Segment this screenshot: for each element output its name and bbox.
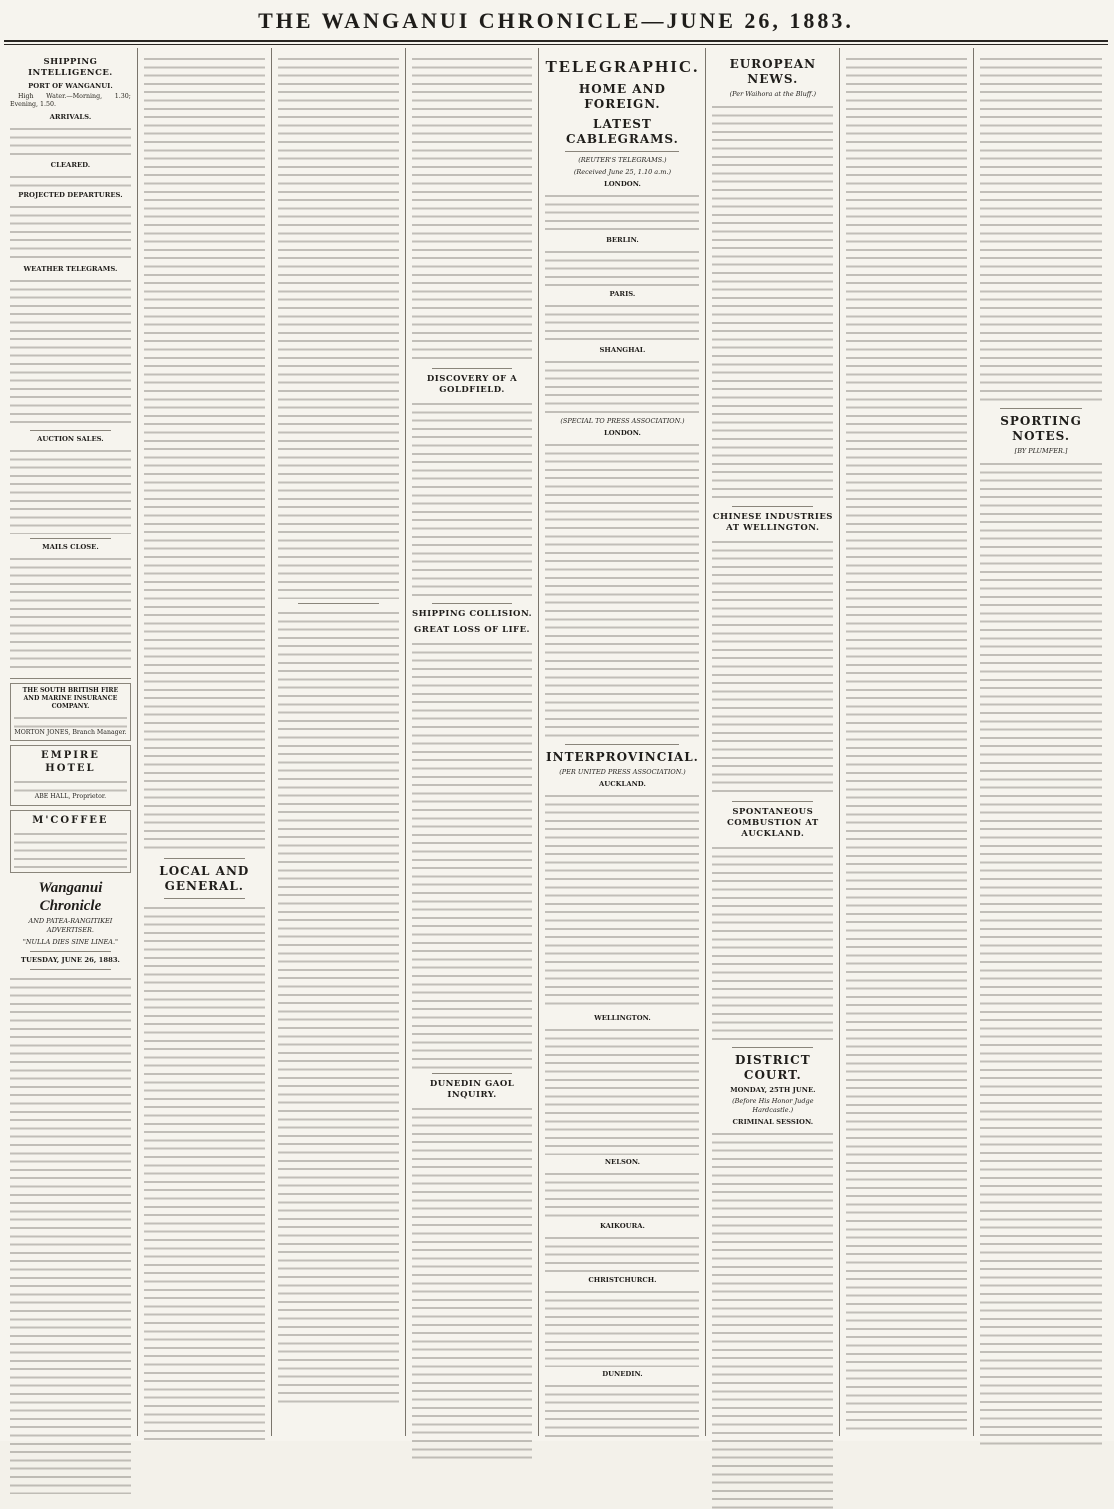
auckland-dateline: AUCKLAND. <box>599 780 646 788</box>
issue-date: TUESDAY, JUNE 26, 1883. <box>20 955 120 964</box>
special-line: (SPECIAL TO PRESS ASSOCIATION.) <box>560 417 685 425</box>
divider <box>732 506 813 507</box>
cleared-text <box>10 172 131 188</box>
coffee-text <box>14 829 127 869</box>
section-heading: SHIPPING INTELLIGENCE. <box>28 57 113 78</box>
chinese-heading: CHINESE INDUSTRIES AT WELLINGTON. <box>712 512 833 533</box>
auction-heading: AUCTION SALES. <box>37 434 104 443</box>
divider <box>164 858 245 859</box>
divider <box>732 1047 813 1048</box>
hotel-title: EMPIRE HOTEL <box>41 750 100 775</box>
gaol-heading: DUNEDIN GAOL INQUIRY. <box>429 1079 515 1100</box>
divider <box>30 430 111 431</box>
kaikoura-dateline: KAIKOURA. <box>599 1222 645 1230</box>
home-foreign-banner: HOME AND FOREIGN. <box>578 82 666 111</box>
editorial-continued <box>144 54 265 854</box>
auckland-text <box>545 791 699 1011</box>
combustion-text <box>712 843 833 1043</box>
divider <box>565 744 679 745</box>
tide-line: High Water.—Morning, 1.30; Evening, 1.50. <box>10 93 131 109</box>
weather-heading: WEATHER TELEGRAMS. <box>23 264 118 273</box>
divider <box>1000 408 1082 409</box>
sporting-byline: [BY PLUMFER.] <box>1014 447 1068 455</box>
paper-nameplate: Wanganui Chronicle <box>38 879 103 914</box>
telegraphic-banner: TELEGRAPHIC. <box>545 57 700 76</box>
shanghai-text <box>545 357 699 417</box>
projected-heading: PROJECTED DEPARTURES. <box>18 190 123 199</box>
sporting-heading: SPORTING NOTES. <box>1000 414 1082 443</box>
european-heading: EUROPEAN NEWS. <box>729 57 817 86</box>
column-7 <box>840 48 974 1436</box>
goldfield-text <box>412 399 533 599</box>
hotel-text <box>14 777 127 793</box>
collision-text <box>412 639 533 1069</box>
london2-dateline: LONDON. <box>603 429 641 437</box>
hotel-owner: ABE HALL, Proprietor. <box>34 793 107 801</box>
chinese-text <box>712 537 833 797</box>
local-items-continued <box>278 608 399 1408</box>
local-general-heading: LOCAL AND GENERAL. <box>159 864 250 893</box>
divider <box>432 603 513 604</box>
local-general-text <box>144 903 265 1443</box>
sporting-text <box>980 459 1102 1449</box>
insurance-text <box>14 713 127 729</box>
kaikoura-text <box>545 1233 699 1273</box>
auction-text <box>10 446 131 534</box>
paris-text <box>545 301 699 343</box>
divider <box>432 1073 513 1074</box>
divider <box>732 801 813 802</box>
berlin-dateline: BERLIN. <box>606 236 639 244</box>
combustion-heading: SPONTANEOUS COMBUSTION AT AUCKLAND. <box>726 807 819 839</box>
london2-text <box>545 440 699 740</box>
collision-heading: SHIPPING COLLISION. <box>411 609 533 619</box>
christchurch-dateline: CHRISTCHURCH. <box>588 1276 657 1284</box>
court-date: MONDAY, 25TH JUNE. <box>730 1086 816 1094</box>
criminal-session: CRIMINAL SESSION. <box>732 1118 814 1126</box>
column-4 <box>406 48 540 1436</box>
shanghai-dateline: SHANGHAI. <box>599 346 646 354</box>
european-text <box>712 102 833 502</box>
divider <box>30 951 111 952</box>
hotel-advert <box>10 745 131 805</box>
london-text <box>545 191 699 233</box>
column-6 <box>706 48 840 1436</box>
port-heading: PORT OF WANGANUI. <box>28 82 113 90</box>
berlin-text <box>545 247 699 287</box>
bluff-line: (Per Waihora at the Bluff.) <box>729 90 816 98</box>
court-continued <box>846 54 967 1434</box>
local-items-text <box>278 54 399 599</box>
column-8 <box>974 48 1108 1436</box>
wellington-text <box>545 1025 699 1155</box>
bankruptcy-text <box>980 54 1102 404</box>
wellington-dateline: WELLINGTON. <box>594 1014 651 1022</box>
divider <box>30 969 111 970</box>
paris-dateline: PARIS. <box>609 290 636 298</box>
cleared-heading: CLEARED. <box>50 160 91 169</box>
projected-text <box>10 202 131 262</box>
dunedin-text <box>545 1381 699 1441</box>
coffee-title: M'COFFEE <box>32 814 109 826</box>
loss-heading: GREAT LOSS OF LIFE. <box>414 625 531 635</box>
masthead-rule-thin <box>4 44 1108 45</box>
masthead-title: THE WANGANUI CHRONICLE—JUNE 26, 1883. <box>258 8 854 33</box>
nelson-dateline: NELSON. <box>604 1158 640 1166</box>
coffee-advert <box>10 810 131 873</box>
paper-subtitle: AND PATEA-RANGITIKEI ADVERTISER. <box>28 916 113 934</box>
christchurch-text <box>545 1287 699 1367</box>
interprovincial-heading: INTERPROVINCIAL. <box>546 750 699 764</box>
insurance-agent: MORTON JONES, Branch Manager. <box>14 729 127 737</box>
column-5 <box>539 48 706 1436</box>
mails-text <box>10 554 131 674</box>
upa-line: (PER UNITED PRESS ASSOCIATION.) <box>559 768 686 776</box>
arrivals-heading: ARRIVALS. <box>49 112 92 121</box>
dunedin-dateline: DUNEDIN. <box>602 1370 643 1378</box>
goldfield-heading: DISCOVERY OF A GOLDFIELD. <box>426 374 518 395</box>
court-text <box>712 1129 833 1509</box>
gaol-text <box>412 1104 533 1464</box>
divider <box>432 368 513 369</box>
divider <box>565 151 679 152</box>
district-court-heading: DISTRICT COURT. <box>734 1053 811 1082</box>
column-1 <box>4 48 138 1436</box>
mails-heading: MAILS CLOSE. <box>42 542 99 551</box>
column-3 <box>272 48 406 1436</box>
received-line: (Received June 25, 1.10 a.m.) <box>573 168 671 176</box>
masthead <box>4 4 1108 44</box>
insurance-advert <box>10 683 131 742</box>
divider <box>30 538 111 539</box>
weather-text <box>10 276 131 426</box>
divider <box>164 898 245 899</box>
london-dateline: LONDON. <box>603 180 641 188</box>
cablegrams-banner: LATEST CABLEGRAMS. <box>566 117 679 146</box>
arrivals-text <box>10 124 131 158</box>
divider <box>10 678 131 679</box>
masthead-rule <box>4 40 1108 42</box>
insurance-title: THE SOUTH BRITISH FIRE AND MARINE INSURANCE COMPANY. <box>22 686 119 710</box>
court-judge: (Before His Honor Judge Hardcastle.) <box>732 1097 814 1114</box>
column-2 <box>138 48 272 1436</box>
paper-motto: "NULLA DIES SINE LINEA." <box>22 937 119 946</box>
nelson-text <box>545 1169 699 1219</box>
editorial-text <box>10 974 131 1494</box>
divider <box>298 603 379 604</box>
news-items-text <box>412 54 533 364</box>
reuters-line: (REUTER'S TELEGRAMS.) <box>578 156 667 164</box>
column-grid <box>4 48 1108 1436</box>
